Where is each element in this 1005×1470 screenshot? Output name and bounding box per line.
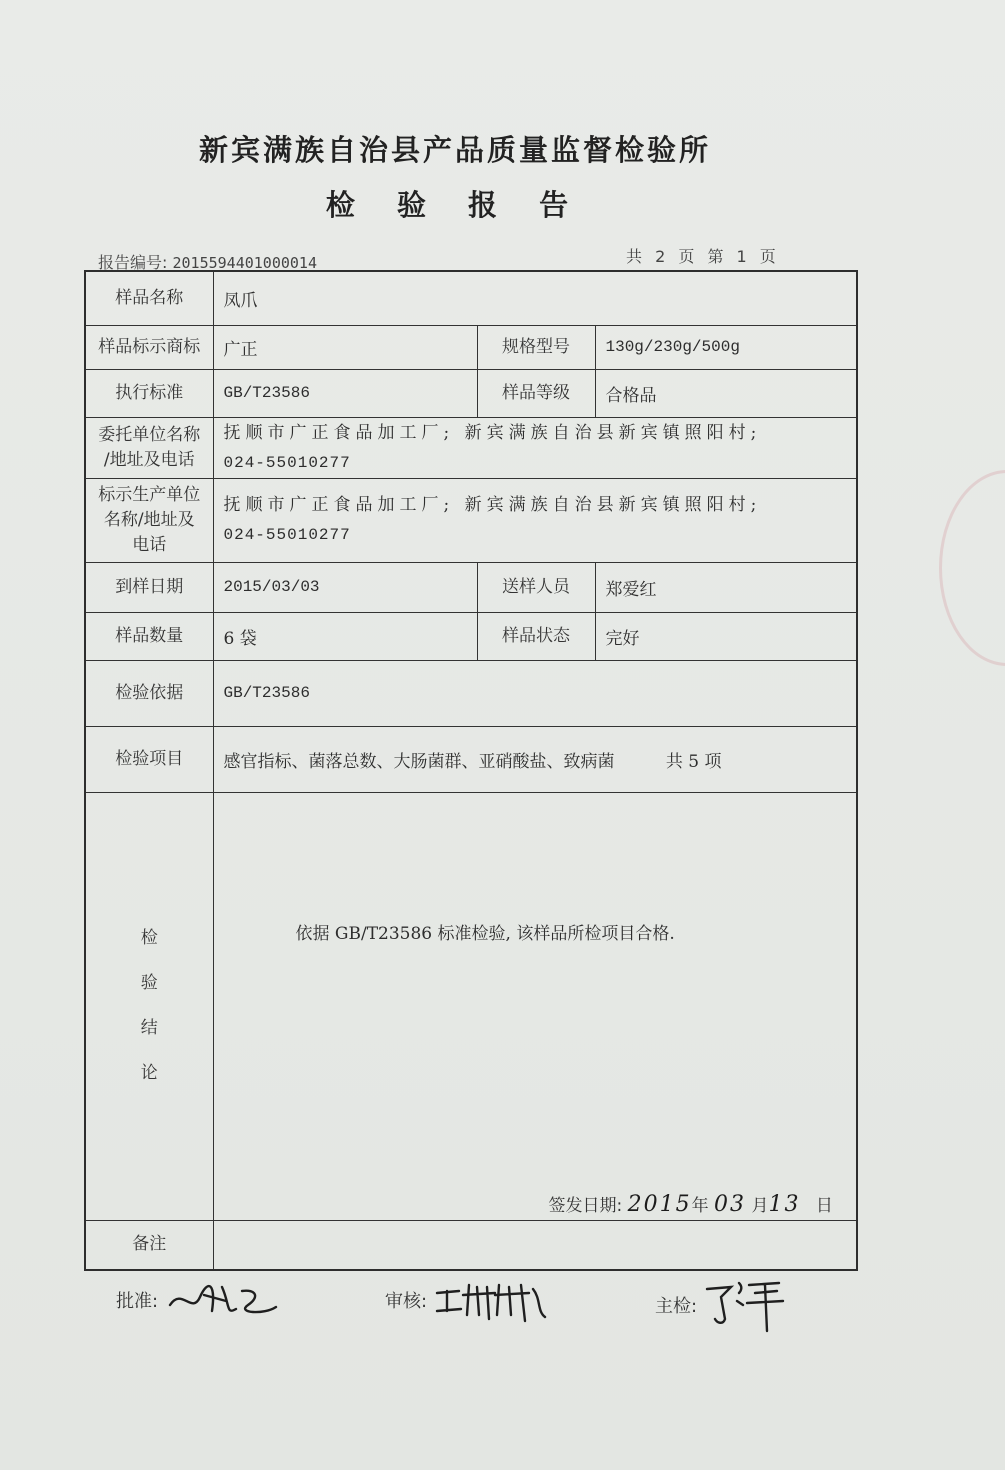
standard-value: GB/T23586 [213, 369, 477, 417]
review-label: 审核: [385, 1291, 428, 1312]
row-conclusion [85, 792, 857, 1220]
day-unit: 日 [815, 1195, 833, 1216]
client-label-line1: 委托单位名称 [98, 424, 201, 445]
producer-phone: 024-55010277 [223, 526, 351, 544]
conclusion-label-char4: 论 [140, 1063, 158, 1083]
conclusion-label [85, 792, 213, 1220]
row-remark [85, 1220, 857, 1270]
issue-year: 2015 [627, 1191, 692, 1217]
producer-label-line3: 电话 [132, 534, 167, 555]
reviewer-signature [385, 1275, 563, 1325]
conclusion-text: 依据 GB/T23586 标准检验, 该样品所检项目合格. [295, 923, 675, 944]
row-standard [85, 369, 857, 417]
client-phone: 024-55010277 [223, 453, 351, 472]
report-number-label: 报告编号: [98, 253, 168, 272]
remark-label: 备注 [85, 1220, 213, 1270]
basis-value: GB/T23586 [213, 660, 857, 726]
row-quantity [85, 612, 857, 660]
row-sample-name [85, 271, 857, 325]
issue-date-label: 签发日期: [548, 1195, 623, 1216]
approver-signature [116, 1275, 284, 1325]
arrival-date-label: 到样日期 [85, 562, 213, 612]
state-label: 样品状态 [477, 612, 595, 660]
institute-title: 新宾满族自治县产品质量监督检验所 [198, 133, 711, 167]
arrival-date-value: 2015/03/03 [213, 562, 477, 612]
basis-label: 检验依据 [85, 660, 213, 726]
state-value: 完好 [595, 612, 857, 660]
producer-address: 抚顺市广正食品加工厂; 新宾满族自治县新宾镇照阳村; [223, 495, 762, 515]
reviewer-signature-mark [433, 1275, 563, 1325]
row-client [85, 417, 857, 478]
sender-label: 送样人员 [477, 562, 595, 612]
items-value [213, 726, 857, 792]
items-list: 感官指标、菌落总数、大肠菌群、亚硝酸盐、致病菌 [223, 751, 615, 772]
grade-label: 样品等级 [477, 369, 595, 417]
grade-value: 合格品 [595, 369, 857, 417]
row-arrival [85, 562, 857, 612]
client-label [85, 417, 213, 478]
year-unit: 年 [691, 1195, 709, 1216]
page-count: 共 2 页 第 1 页 [626, 247, 780, 266]
conclusion-label-char2: 验 [140, 973, 158, 993]
conclusion-label-char3: 结 [140, 1018, 158, 1038]
producer-label [85, 478, 213, 562]
items-label: 检验项目 [85, 726, 213, 792]
row-basis [85, 660, 857, 726]
remark-value [213, 1220, 857, 1270]
standard-label: 执行标准 [85, 369, 213, 417]
trademark-label: 样品标示商标 [85, 325, 213, 369]
conclusion-cell [213, 792, 857, 1220]
approve-label: 批准: [116, 1291, 159, 1312]
report-number-value: 2015594401000014 [172, 254, 317, 272]
inspector-signature-mark [703, 1275, 793, 1335]
stamp-edge [939, 470, 1005, 666]
month-unit: 月 [751, 1195, 769, 1216]
client-address: 抚顺市广正食品加工厂; 新宾满族自治县新宾镇照阳村; [223, 422, 762, 443]
row-producer [85, 478, 857, 562]
issue-date [549, 1191, 833, 1217]
producer-value [213, 478, 857, 562]
issue-day: 13 [768, 1191, 801, 1217]
report-table [84, 270, 858, 1271]
report-title: 检 验 报 告 [325, 188, 585, 222]
trademark-value: 广正 [213, 325, 477, 369]
sample-name-label: 样品名称 [85, 271, 213, 325]
issue-month: 03 [714, 1191, 747, 1217]
client-value [213, 417, 857, 478]
quantity-label: 样品数量 [85, 612, 213, 660]
row-trademark [85, 325, 857, 369]
row-items [85, 726, 857, 792]
approver-signature-mark [164, 1275, 284, 1325]
spec-value: 130g/230g/500g [595, 325, 857, 369]
quantity-value: 6 袋 [213, 612, 477, 660]
producer-label-line2: 名称/地址及 [103, 509, 195, 530]
items-count: 共 5 项 [665, 751, 722, 772]
spec-label: 规格型号 [477, 325, 595, 369]
inspect-label: 主检: [655, 1296, 698, 1317]
inspector-signature [655, 1275, 793, 1335]
client-label-line2: /地址及电话 [103, 449, 195, 470]
conclusion-label-char1: 检 [140, 928, 158, 948]
producer-label-line1: 标示生产单位 [98, 484, 201, 505]
sample-name-value: 凤爪 [213, 271, 857, 325]
sender-value: 郑爱红 [595, 562, 857, 612]
